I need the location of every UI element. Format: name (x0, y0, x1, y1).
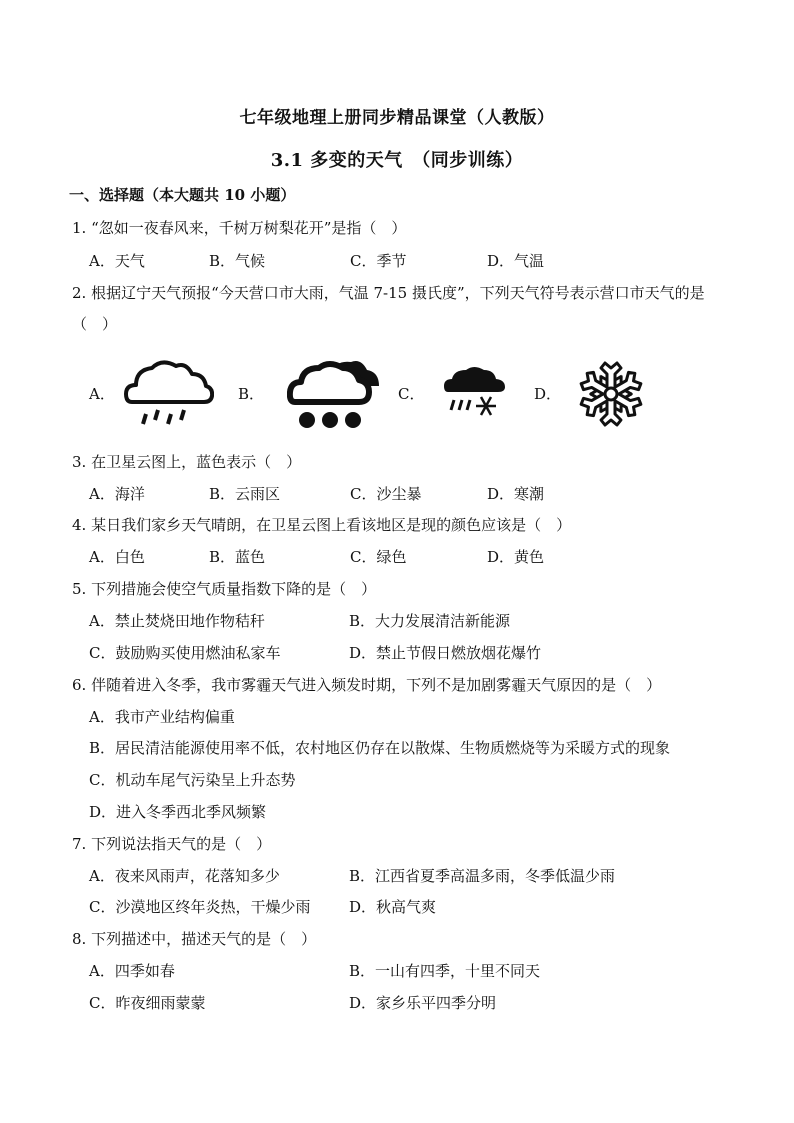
q5-option-a: A．禁止焚烧田地作物秸秆 (89, 612, 265, 630)
q4-option-b: B．蓝色 (209, 548, 266, 566)
question-1: 1. “忽如一夜春风来，千树万树梨花开”是指（ ） (72, 219, 407, 237)
q1-option-a: A．天气 (89, 252, 145, 270)
snowflake-icon (570, 358, 652, 430)
section-heading: 一、选择题（本大题共 10 小题） (69, 186, 296, 204)
q4-option-d: D．黄色 (487, 548, 545, 566)
q3-option-a: A．海洋 (89, 485, 145, 503)
question-7: 7. 下列说法指天气的是（ ） (72, 835, 272, 853)
q2-option-a: A． (89, 385, 115, 403)
q4-option-c: C．绿色 (350, 548, 407, 566)
q8-option-c: C．昨夜细雨蒙蒙 (89, 994, 206, 1012)
question-2: 2. 根据辽宁天气预报“今天营口市大雨，气温 7-15 摄氏度”，下列天气符号表示营口市天气的是（ ） (72, 284, 705, 333)
page-subtitle: 3.1 多变的天气 （同步训练） (270, 150, 524, 171)
q5-option-b: B．大力发展清洁新能源 (349, 612, 511, 630)
page-title: 七年级地理上册同步精品课堂（人教版） (239, 108, 555, 128)
q7-option-b: B．江西省夏季高温多雨，冬季低温少雨 (349, 867, 616, 885)
question-8: 8. 下列描述中，描述天气的是（ ） (72, 930, 317, 948)
q1-option-b: B．气候 (209, 252, 266, 270)
q6-option-a: A．我市产业结构偏重 (89, 708, 235, 726)
q5-option-c: C．鼓励购买使用燃油私家车 (89, 644, 281, 662)
q7-option-d: D．秋高气爽 (349, 898, 437, 916)
q6-option-b: B．居民清洁能源使用率不低，农村地区仍存在以散煤、生物质燃烧等为采暖方式的现象 (89, 739, 671, 757)
q8-option-b: B．一山有四季，十里不同天 (349, 962, 541, 980)
q6-option-c: C．机动车尾气污染呈上升态势 (89, 771, 296, 789)
q2-option-d: D． (534, 385, 562, 403)
q8-option-d: D．家乡乐平四季分明 (349, 994, 497, 1012)
q1-option-c: C．季节 (350, 252, 407, 270)
question-6: 6. 伴随着进入冬季，我市雾霾天气进入频发时期，下列不是加剧雾霾天气原因的是（ ） (72, 676, 662, 694)
q7-option-a: A．夜来风雨声，花落知多少 (89, 867, 280, 885)
q3-option-c: C．沙尘暴 (350, 485, 422, 503)
q4-option-a: A．白色 (89, 548, 145, 566)
sleet-cloud-icon (442, 364, 508, 420)
q2-option-c: C． (398, 385, 425, 403)
q8-option-a: A．四季如春 (89, 962, 175, 980)
question-5: 5. 下列措施会使空气质量指数下降的是（ ） (72, 580, 377, 598)
question-4: 4. 某日我们家乡天气晴朗，在卫星云图上看该地区是现的颜色应该是（ ） (72, 516, 572, 534)
q1-option-d: D．气温 (487, 252, 545, 270)
question-3: 3. 在卫星云图上，蓝色表示（ ） (72, 453, 302, 471)
q5-option-d: D．禁止节假日燃放烟花爆竹 (349, 644, 542, 662)
heavy-rain-cloud-icon (287, 356, 383, 432)
q6-option-d: D．进入冬季西北季风频繁 (89, 803, 267, 821)
q3-option-b: B．云雨区 (209, 485, 281, 503)
rain-cloud-icon (124, 358, 214, 430)
q7-option-c: C．沙漠地区终年炎热，干燥少雨 (89, 898, 311, 916)
q2-option-b: B． (238, 385, 265, 403)
q3-option-d: D．寒潮 (487, 485, 545, 503)
